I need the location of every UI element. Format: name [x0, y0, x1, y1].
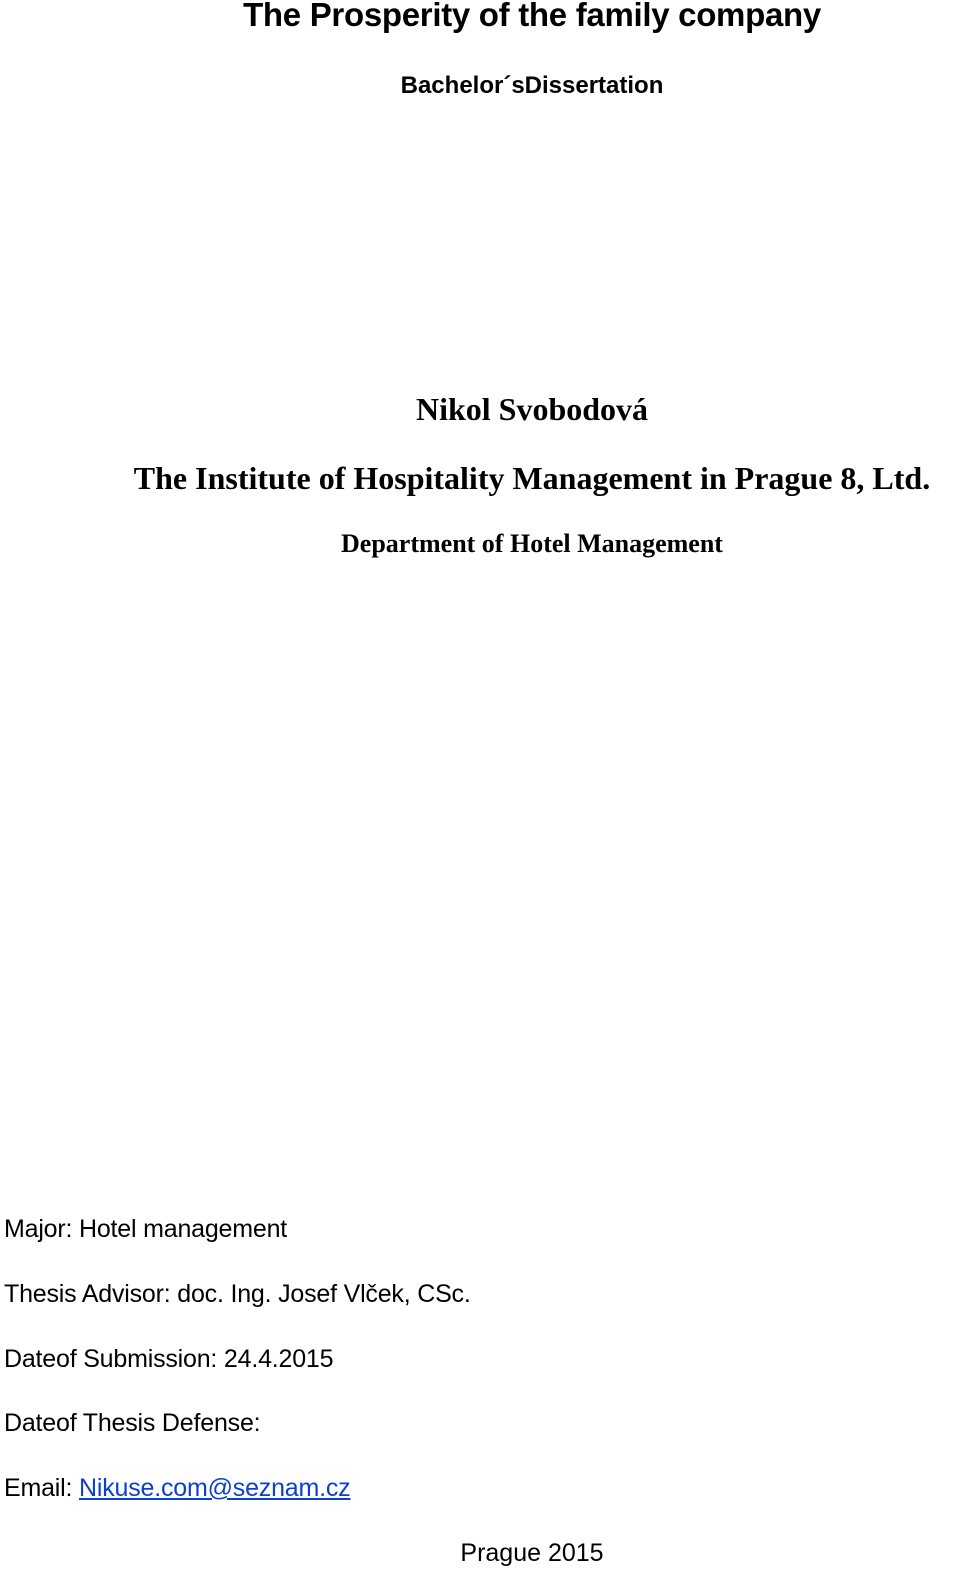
email-link[interactable]: Nikuse.com@seznam.cz [79, 1474, 351, 1502]
email-line [4, 1474, 350, 1503]
email-label: Email: [4, 1474, 80, 1502]
thesis-title: The Prosperity of the family company [243, 0, 821, 33]
defense-date-line: Dateof Thesis Defense: [4, 1409, 261, 1437]
advisor-line: Thesis Advisor: doc. Ing. Josef Vlček, CSc. [4, 1280, 471, 1308]
submission-date-line: Dateof Submission: 24.4.2015 [4, 1345, 334, 1373]
thesis-type: Bachelor´sDissertation [400, 72, 664, 99]
major-line: Major: Hotel management [4, 1215, 288, 1243]
author-name: Nikol Svobodová [415, 391, 649, 427]
institute-name: The Institute of Hospitality Management in Prague 8, Ltd. [133, 460, 931, 496]
place-and-year: Prague 2015 [460, 1539, 604, 1567]
department-name: Department of Hotel Management [341, 529, 723, 558]
